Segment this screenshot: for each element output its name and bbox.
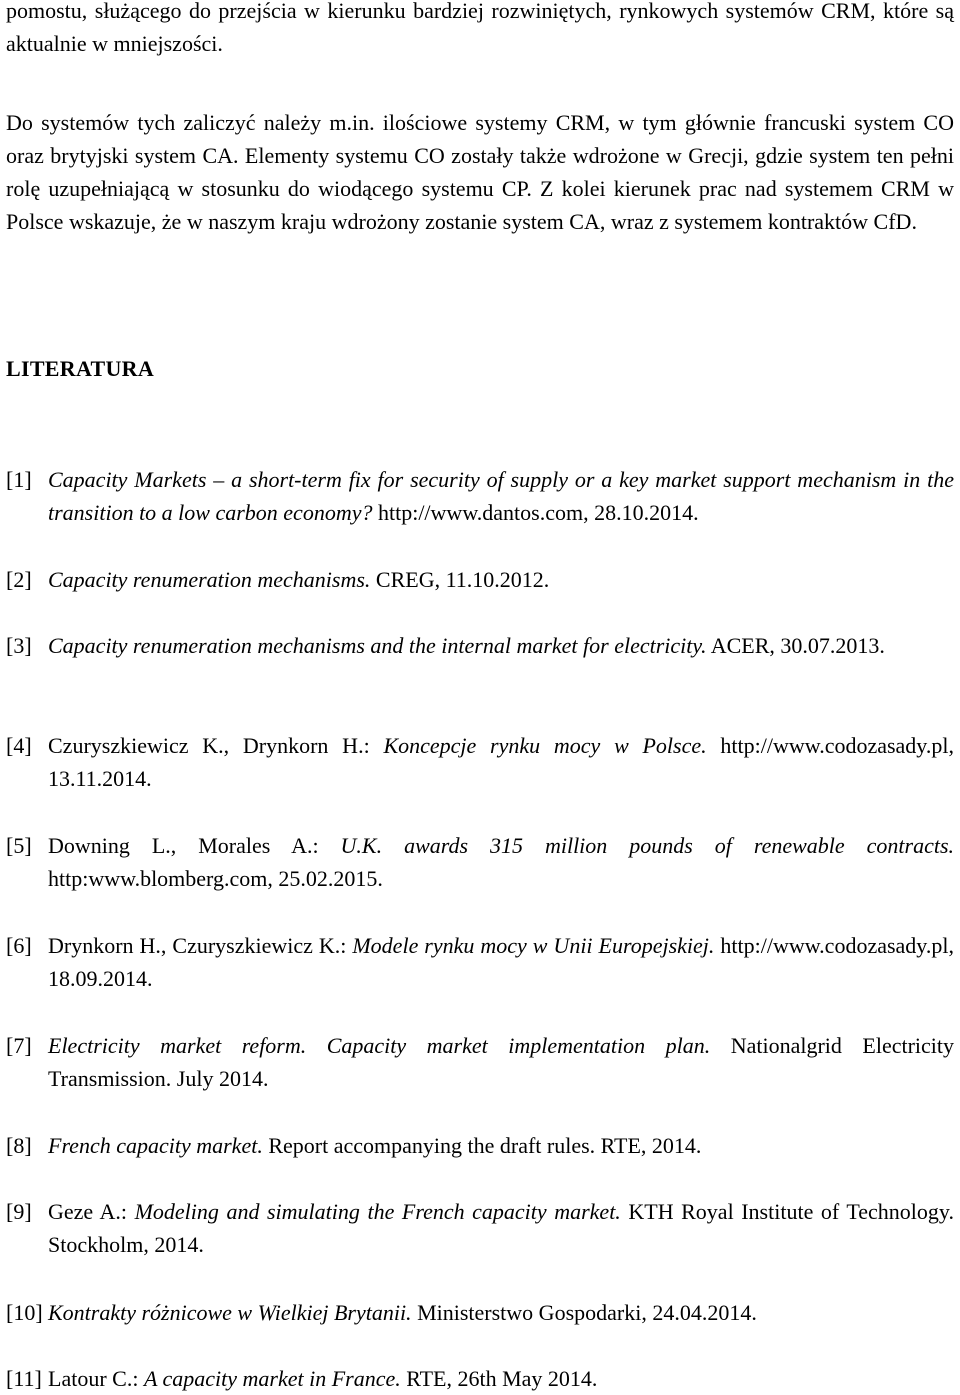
body-paragraph-1: pomostu, służącego do przejścia w kierunku bardziej rozwiniętych, rynkowych systemów CRM, które są aktualnie w mniejszości. (6, 0, 954, 56)
reference-number: [11] (6, 1366, 42, 1391)
reference-source: RTE, 26th May 2014. (400, 1366, 598, 1391)
reference-source: Report accompanying the draft rules. RTE, 2014. (262, 1133, 702, 1158)
reference-author: Latour C.: (48, 1366, 144, 1391)
reference-text (48, 829, 954, 895)
reference-source: http:www.blomberg.com, 25.02.2015. (48, 866, 383, 891)
reference-item-9 (6, 1195, 954, 1261)
reference-title: A capacity market in France. (143, 1366, 401, 1391)
reference-title: U.K. awards 315 million pounds of renewable contracts. (340, 833, 955, 858)
reference-title: Capacity renumeration mechanisms. (48, 567, 371, 592)
reference-title: Modeling and simulating the French capacity market. (134, 1199, 621, 1224)
reference-source: http://www.dantos.com, 28.10.2014. (372, 500, 699, 525)
reference-item-4 (6, 729, 954, 795)
reference-text (48, 1296, 954, 1329)
reference-number: [9] (6, 1199, 32, 1224)
reference-number: [6] (6, 933, 32, 958)
reference-source: Nationalgrid Electricity Transmission. July 2014. (48, 1033, 955, 1091)
reference-text (48, 729, 954, 795)
reference-number: [5] (6, 833, 32, 858)
reference-source: http://www.codozasady.pl, 13.11.2014. (48, 733, 954, 791)
reference-number: [4] (6, 733, 32, 758)
reference-title: Electricity market reform. Capacity market implementation plan. (48, 1033, 711, 1058)
reference-number: [2] (6, 567, 32, 592)
reference-text (48, 629, 954, 662)
reference-item-10 (6, 1296, 954, 1329)
reference-text (48, 1195, 954, 1261)
reference-item-7 (6, 1029, 954, 1095)
reference-title: Koncepcje rynku mocy w Polsce. (383, 733, 707, 758)
reference-item-1 (6, 463, 954, 529)
reference-source: http://www.codozasady.pl, 18.09.2014. (48, 933, 954, 991)
reference-item-3 (6, 629, 954, 662)
reference-title: Capacity Markets – a short-term fix for security of supply or a key market support mechanism in the transition to a low carbon economy? (48, 467, 954, 525)
reference-source: KTH Royal Institute of Technology. Stockholm, 2014. (48, 1199, 954, 1257)
body-paragraph-2: Do systemów tych zaliczyć należy m.in. ilościowe systemy CRM, w tym głównie francuski system CO oraz brytyjski system CA. Elementy systemu CO zostały także wdrożone w Grecji, gdzie system ten pełni rolę uzupełniającą w stosunku do wiodącego systemu CP. Z kolei kierunek prac nad systemem CRM w Polsce wskazuje, że w naszym kraju wdrożony zostanie system CA, wraz z systemem kontraktów CfD. (6, 110, 954, 234)
reference-author: Czuryszkiewicz K., Drynkorn H.: (48, 733, 384, 758)
reference-text (48, 563, 954, 596)
reference-text (48, 1129, 954, 1162)
reference-number: [10] (6, 1300, 43, 1325)
reference-text (48, 463, 954, 529)
reference-item-8 (6, 1129, 954, 1162)
reference-source: CREG, 11.10.2012. (370, 567, 550, 592)
reference-item-5 (6, 829, 954, 895)
reference-source: Ministerstwo Gospodarki, 24.04.2014. (411, 1300, 757, 1325)
reference-text (48, 1029, 954, 1095)
reference-item-2 (6, 563, 954, 596)
reference-author: Geze A.: (48, 1199, 135, 1224)
reference-source: ACER, 30.07.2013. (706, 633, 885, 658)
reference-number: [7] (6, 1033, 32, 1058)
reference-item-11 (6, 1362, 954, 1395)
reference-title: Modele rynku mocy w Unii Europejskiej. (352, 933, 715, 958)
reference-title: Kontrakty różnicowe w Wielkiej Brytanii. (48, 1300, 412, 1325)
reference-title: French capacity market. (48, 1133, 263, 1158)
reference-title: Capacity renumeration mechanisms and the internal market for electricity. (48, 633, 707, 658)
section-heading-literatura: LITERATURA (6, 356, 155, 381)
reference-author: Drynkorn H., Czuryszkiewicz K.: (48, 933, 353, 958)
reference-number: [3] (6, 633, 32, 658)
reference-number: [8] (6, 1133, 32, 1158)
reference-number: [1] (6, 467, 32, 492)
reference-item-6 (6, 929, 954, 995)
reference-text (48, 929, 954, 995)
reference-author: Downing L., Morales A.: (48, 833, 341, 858)
reference-text (48, 1362, 954, 1395)
